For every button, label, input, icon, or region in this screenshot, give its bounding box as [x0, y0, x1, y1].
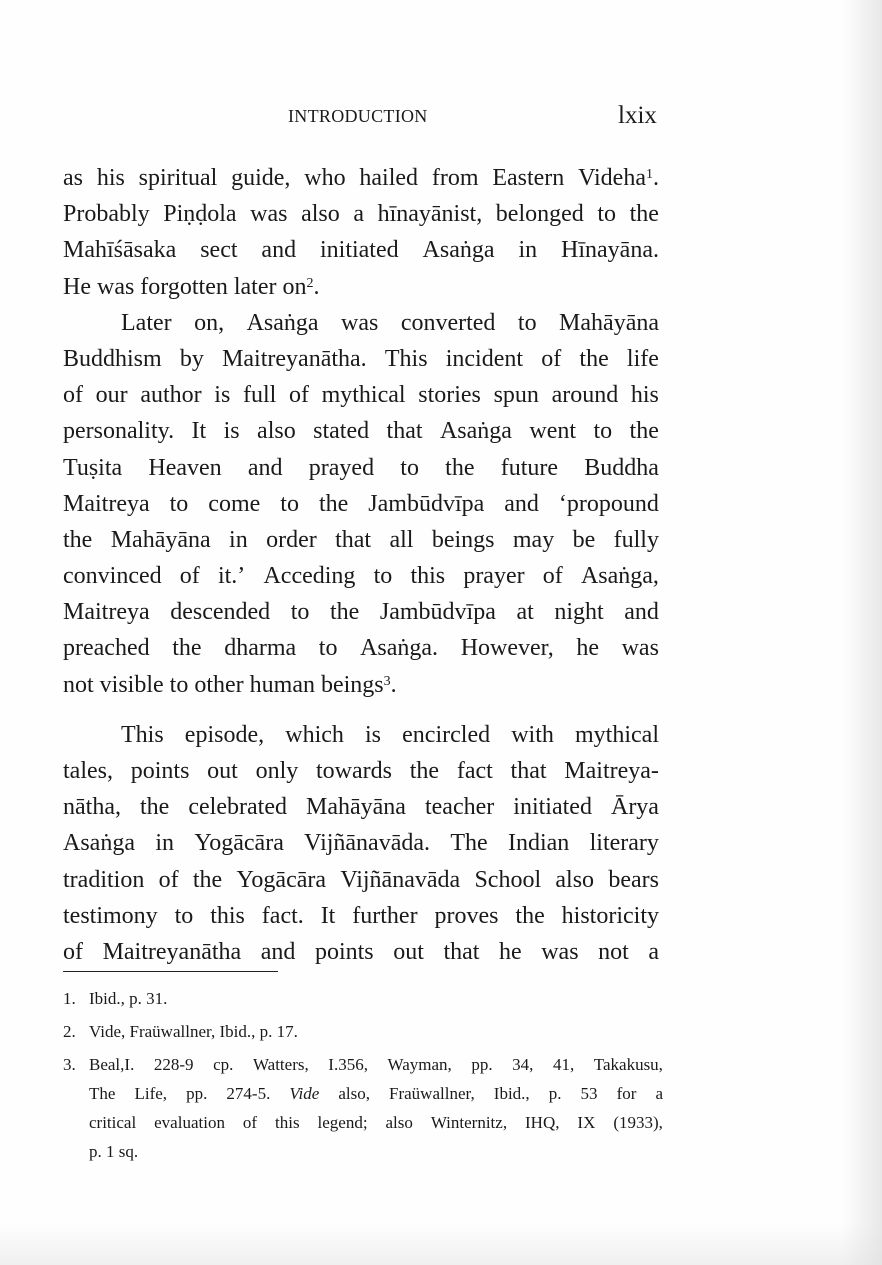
- footnote-line: Beal,I. 228-9 cp. Watters, I.356, Wayman, pp. 34, 41, Takakusu,: [89, 1055, 663, 1074]
- text-line: Maitreya to come to the Jambūdvīpa and ‘propound: [63, 490, 659, 517]
- text-line: not visible to other human beings$^3$.: [63, 671, 397, 698]
- text-line: Later on, Asaṅga was converted to Mahāyāna: [121, 309, 659, 336]
- page-edge-shadow: [842, 0, 882, 1265]
- text-line: Maitreya descended to the Jambūdvīpa at night and: [63, 599, 659, 626]
- footnotes: [63, 984, 663, 1170]
- text-line: He was forgotten later $on^2$.: [63, 273, 320, 300]
- footnote-1: [63, 984, 663, 1013]
- text-line: preached the dharma to Asaṅga. However, he was: [63, 635, 659, 662]
- footnote-number: 2.: [63, 1022, 76, 1041]
- text-line: Buddhism by Maitreyanātha. This incident of the life: [63, 345, 659, 372]
- text-line: Asaṅga in Yogācāra Vijñānavāda. The Indian literary: [63, 830, 659, 857]
- running-head: INTRODUCTION: [288, 106, 428, 126]
- body-text: [63, 160, 659, 970]
- footnote-3: [63, 1050, 663, 1166]
- footnote-line: p. 1 sq.: [89, 1142, 139, 1161]
- text-line: This episode, which is encircled with mythical: [121, 721, 659, 748]
- footnote-line: Ibid., p. 31.: [89, 989, 168, 1008]
- text-line: tales, points out only towards the fact that Maitreya-: [63, 758, 659, 784]
- text-line: of Maitreyanātha and points out that he was not a: [63, 938, 659, 965]
- text-line: convinced of it.’ Acceding to this prayer of Asaṅga,: [63, 563, 659, 590]
- text-line: as his spiritual guide, who hailed from Eastern Videha$^1$.: [63, 165, 659, 191]
- footnote-divider: [63, 971, 278, 972]
- footnote-number: 1.: [63, 989, 76, 1008]
- footnote-2: [63, 1017, 663, 1046]
- footnote-number: 3.: [63, 1055, 76, 1074]
- text-line: nātha, the celebrated Mahāyāna teacher initiated Ārya: [63, 794, 659, 821]
- footnote-line: The Life, pp. 274-5. Vide also, Fraüwallner, Ibid., p. 53 for a: [89, 1084, 663, 1103]
- page-number: lxix: [618, 102, 657, 129]
- page-bottom-shadow: [0, 1223, 882, 1265]
- text-line: personality. It is also stated that Asaṅga went to the: [63, 418, 659, 445]
- footnote-line: Vide, Fraüwallner, Ibid., p. 17.: [89, 1022, 298, 1041]
- text-line: Mahīśāsaka sect and initiated Asaṅga in Hīnayāna.: [63, 237, 659, 264]
- text-line: testimony to this fact. It further proves the historicity: [63, 902, 659, 929]
- text-line: Probably Piṇḍola was also a hīnayānist, belonged to the: [63, 201, 659, 228]
- text-line: Tuṣita Heaven and prayed to the future Buddha: [63, 454, 659, 481]
- footnote-line: critical evaluation of this legend; also Winternitz, IHQ, IX (1933),: [89, 1113, 663, 1132]
- text-line: the Mahāyāna in order that all beings may be fully: [63, 526, 659, 553]
- text-line: tradition of the Yogācāra Vijñānavāda School also bears: [63, 866, 659, 893]
- text-line: of our author is full of mythical stories spun around his: [63, 382, 659, 409]
